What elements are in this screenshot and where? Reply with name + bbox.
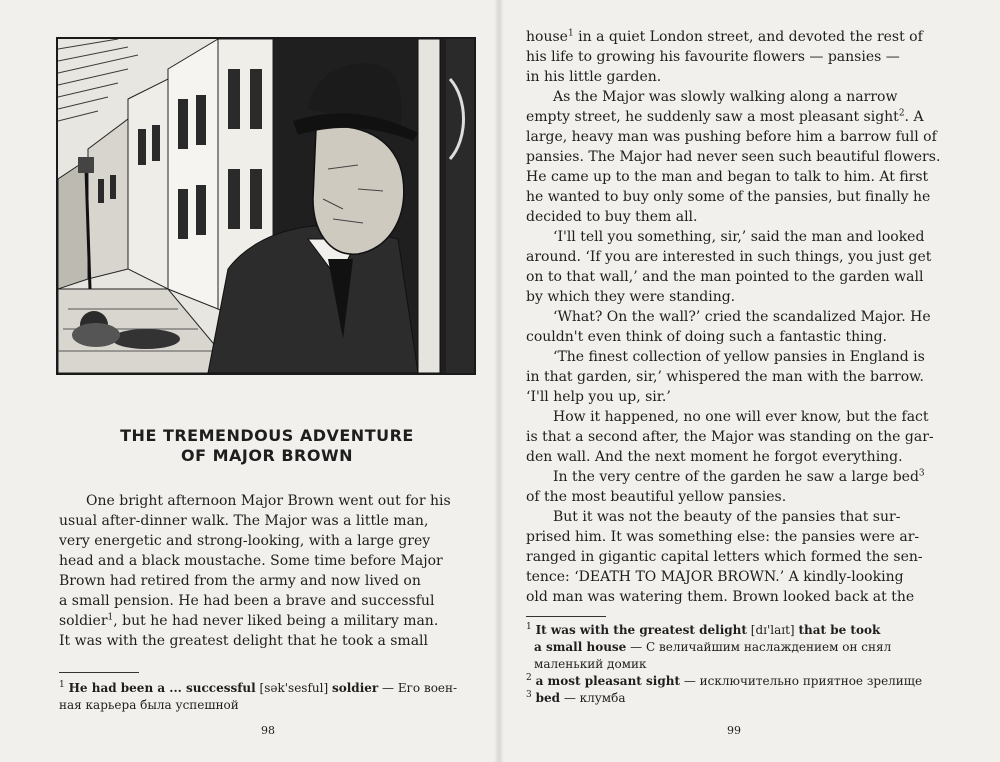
footnote-ref: 2 [898, 108, 905, 119]
footnote-term: He had been a ... successful [68, 681, 256, 695]
text-segment: in a quiet London street, and devoted the rest of [573, 29, 923, 45]
footnote-1 [59, 680, 457, 697]
text-line: old man was watering them. Brown looked back at the [526, 589, 915, 605]
text-segment: In the very centre of the garden he saw a large bed [553, 469, 919, 485]
text-line: decided to buy them all. [526, 209, 698, 225]
footnote-divider [59, 672, 139, 673]
chapter-title-line-2: OF MAJOR BROWN [180, 446, 353, 465]
footnote-translation: — С величайшим наслаждением он снял [630, 640, 892, 654]
text-line: very energetic and strong-looking, with a large grey [59, 533, 431, 549]
text-line [526, 107, 940, 127]
footnote-term: It was with the greatest delight [535, 623, 747, 637]
text-line: head and a black moustache. Some time before Major [59, 553, 443, 569]
right-body-text [526, 27, 940, 607]
footnote-term: bed [535, 691, 560, 705]
footnote-divider [526, 616, 606, 617]
text-line: How it happened, no one will ever know, but the fact [553, 409, 929, 425]
footnote-term: that be took [798, 623, 881, 637]
text-segment: soldier [59, 613, 108, 629]
footnote-ref: 1 [567, 28, 574, 39]
left-page [0, 0, 496, 762]
chapter-title [60, 426, 474, 466]
footnote-term: a small house [534, 640, 627, 654]
footnote-mark: 2 [526, 673, 532, 683]
footnote-ipa: [dɪ'laɪt] [750, 623, 795, 637]
text-line: on to that wall,’ and the man pointed to the garden wall [526, 269, 924, 285]
footnote-translation: — Его воен- [382, 681, 458, 695]
footnote-mark: 3 [526, 690, 532, 700]
text-line: ‘I'll help you up, sir.’ [526, 389, 671, 405]
text-line: He came up to the man and began to talk to him. At first [526, 169, 929, 185]
footnote-translation: — клумба [563, 691, 626, 705]
footnote-1 [526, 622, 922, 639]
text-line: One bright afternoon Major Brown went out for his [86, 493, 451, 509]
text-line: by which they were standing. [526, 289, 736, 305]
chapter-title-line-1: THE TREMENDOUS ADVENTURE [120, 426, 414, 445]
illustration [56, 37, 476, 375]
text-line: is that a second after, the Major was standing on the gar- [526, 429, 934, 445]
page-number-left: 98 [261, 724, 275, 737]
footnote-1-cont: ная карьера была успешной [59, 698, 239, 712]
footnote-1-cont2: маленький домик [534, 657, 647, 671]
right-page [500, 0, 1000, 762]
text-segment: house [526, 29, 568, 45]
text-line: pansies. The Major had never seen such beautiful flowers. [526, 149, 941, 165]
text-line: den wall. And the next moment he forgot everything. [526, 449, 903, 465]
text-line: ‘I'll tell you something, sir,’ said the man and looked [553, 229, 925, 245]
footnote-1-cont [526, 639, 922, 656]
text-line: in his little garden. [526, 69, 662, 85]
footnote-mark: 1 [59, 680, 65, 690]
left-body-text [59, 491, 451, 651]
text-line: his life to growing his favourite flowers — pansies — [526, 49, 900, 65]
text-segment: . A [904, 109, 924, 125]
footnote-mark: 1 [526, 622, 532, 632]
text-line: But it was not the beauty of the pansies that sur- [553, 509, 901, 525]
text-line: of the most beautiful yellow pansies. [526, 489, 787, 505]
right-footnotes [526, 622, 922, 707]
footnote-3 [526, 690, 922, 707]
text-line: in that garden, sir,’ whispered the man with the barrow. [526, 369, 924, 385]
text-line: usual after-dinner walk. The Major was a little man, [59, 513, 429, 529]
footnote-term: soldier [331, 681, 379, 695]
page-number-right: 99 [727, 724, 741, 737]
text-line: tence: ‘DEATH TO MAJOR BROWN.’ A kindly-looking [526, 569, 904, 585]
text-line: ranged in gigantic capital letters which formed the sen- [526, 549, 923, 565]
text-line [526, 467, 940, 487]
footnote-translation: — исключительно приятное зрелище [683, 674, 923, 688]
text-line: As the Major was slowly walking along a narrow [553, 89, 898, 105]
footnote-ref: 1 [107, 612, 114, 623]
text-line: a small pension. He had been a brave and successful [59, 593, 435, 609]
text-line: ‘The finest collection of yellow pansies in England is [553, 349, 925, 365]
text-line: prised him. It was something else: the pansies were ar- [526, 529, 920, 545]
footnote-ipa: [sək'sesful] [259, 681, 329, 695]
text-line [59, 611, 451, 631]
text-line: Brown had retired from the army and now lived on [59, 573, 421, 589]
text-line: It was with the greatest delight that he took a small [59, 633, 429, 649]
text-line: he wanted to buy only some of the pansies, but finally he [526, 189, 931, 205]
text-line: ‘What? On the wall?’ cried the scandalized Major. He [553, 309, 931, 325]
street-scene-illustration [58, 39, 474, 373]
footnote-ref: 3 [918, 468, 925, 479]
text-line: couldn't even think of doing such a fantastic thing. [526, 329, 887, 345]
left-footnotes [59, 680, 457, 714]
text-segment: empty street, he suddenly saw a most pleasant sight [526, 109, 899, 125]
text-line: around. ‘If you are interested in such things, you just get [526, 249, 932, 265]
footnote-2 [526, 673, 922, 690]
text-line [526, 27, 940, 47]
footnote-term: a most pleasant sight [535, 674, 681, 688]
text-line: large, heavy man was pushing before him a barrow full of [526, 129, 937, 145]
text-segment: , but he had never liked being a military man. [113, 613, 439, 629]
